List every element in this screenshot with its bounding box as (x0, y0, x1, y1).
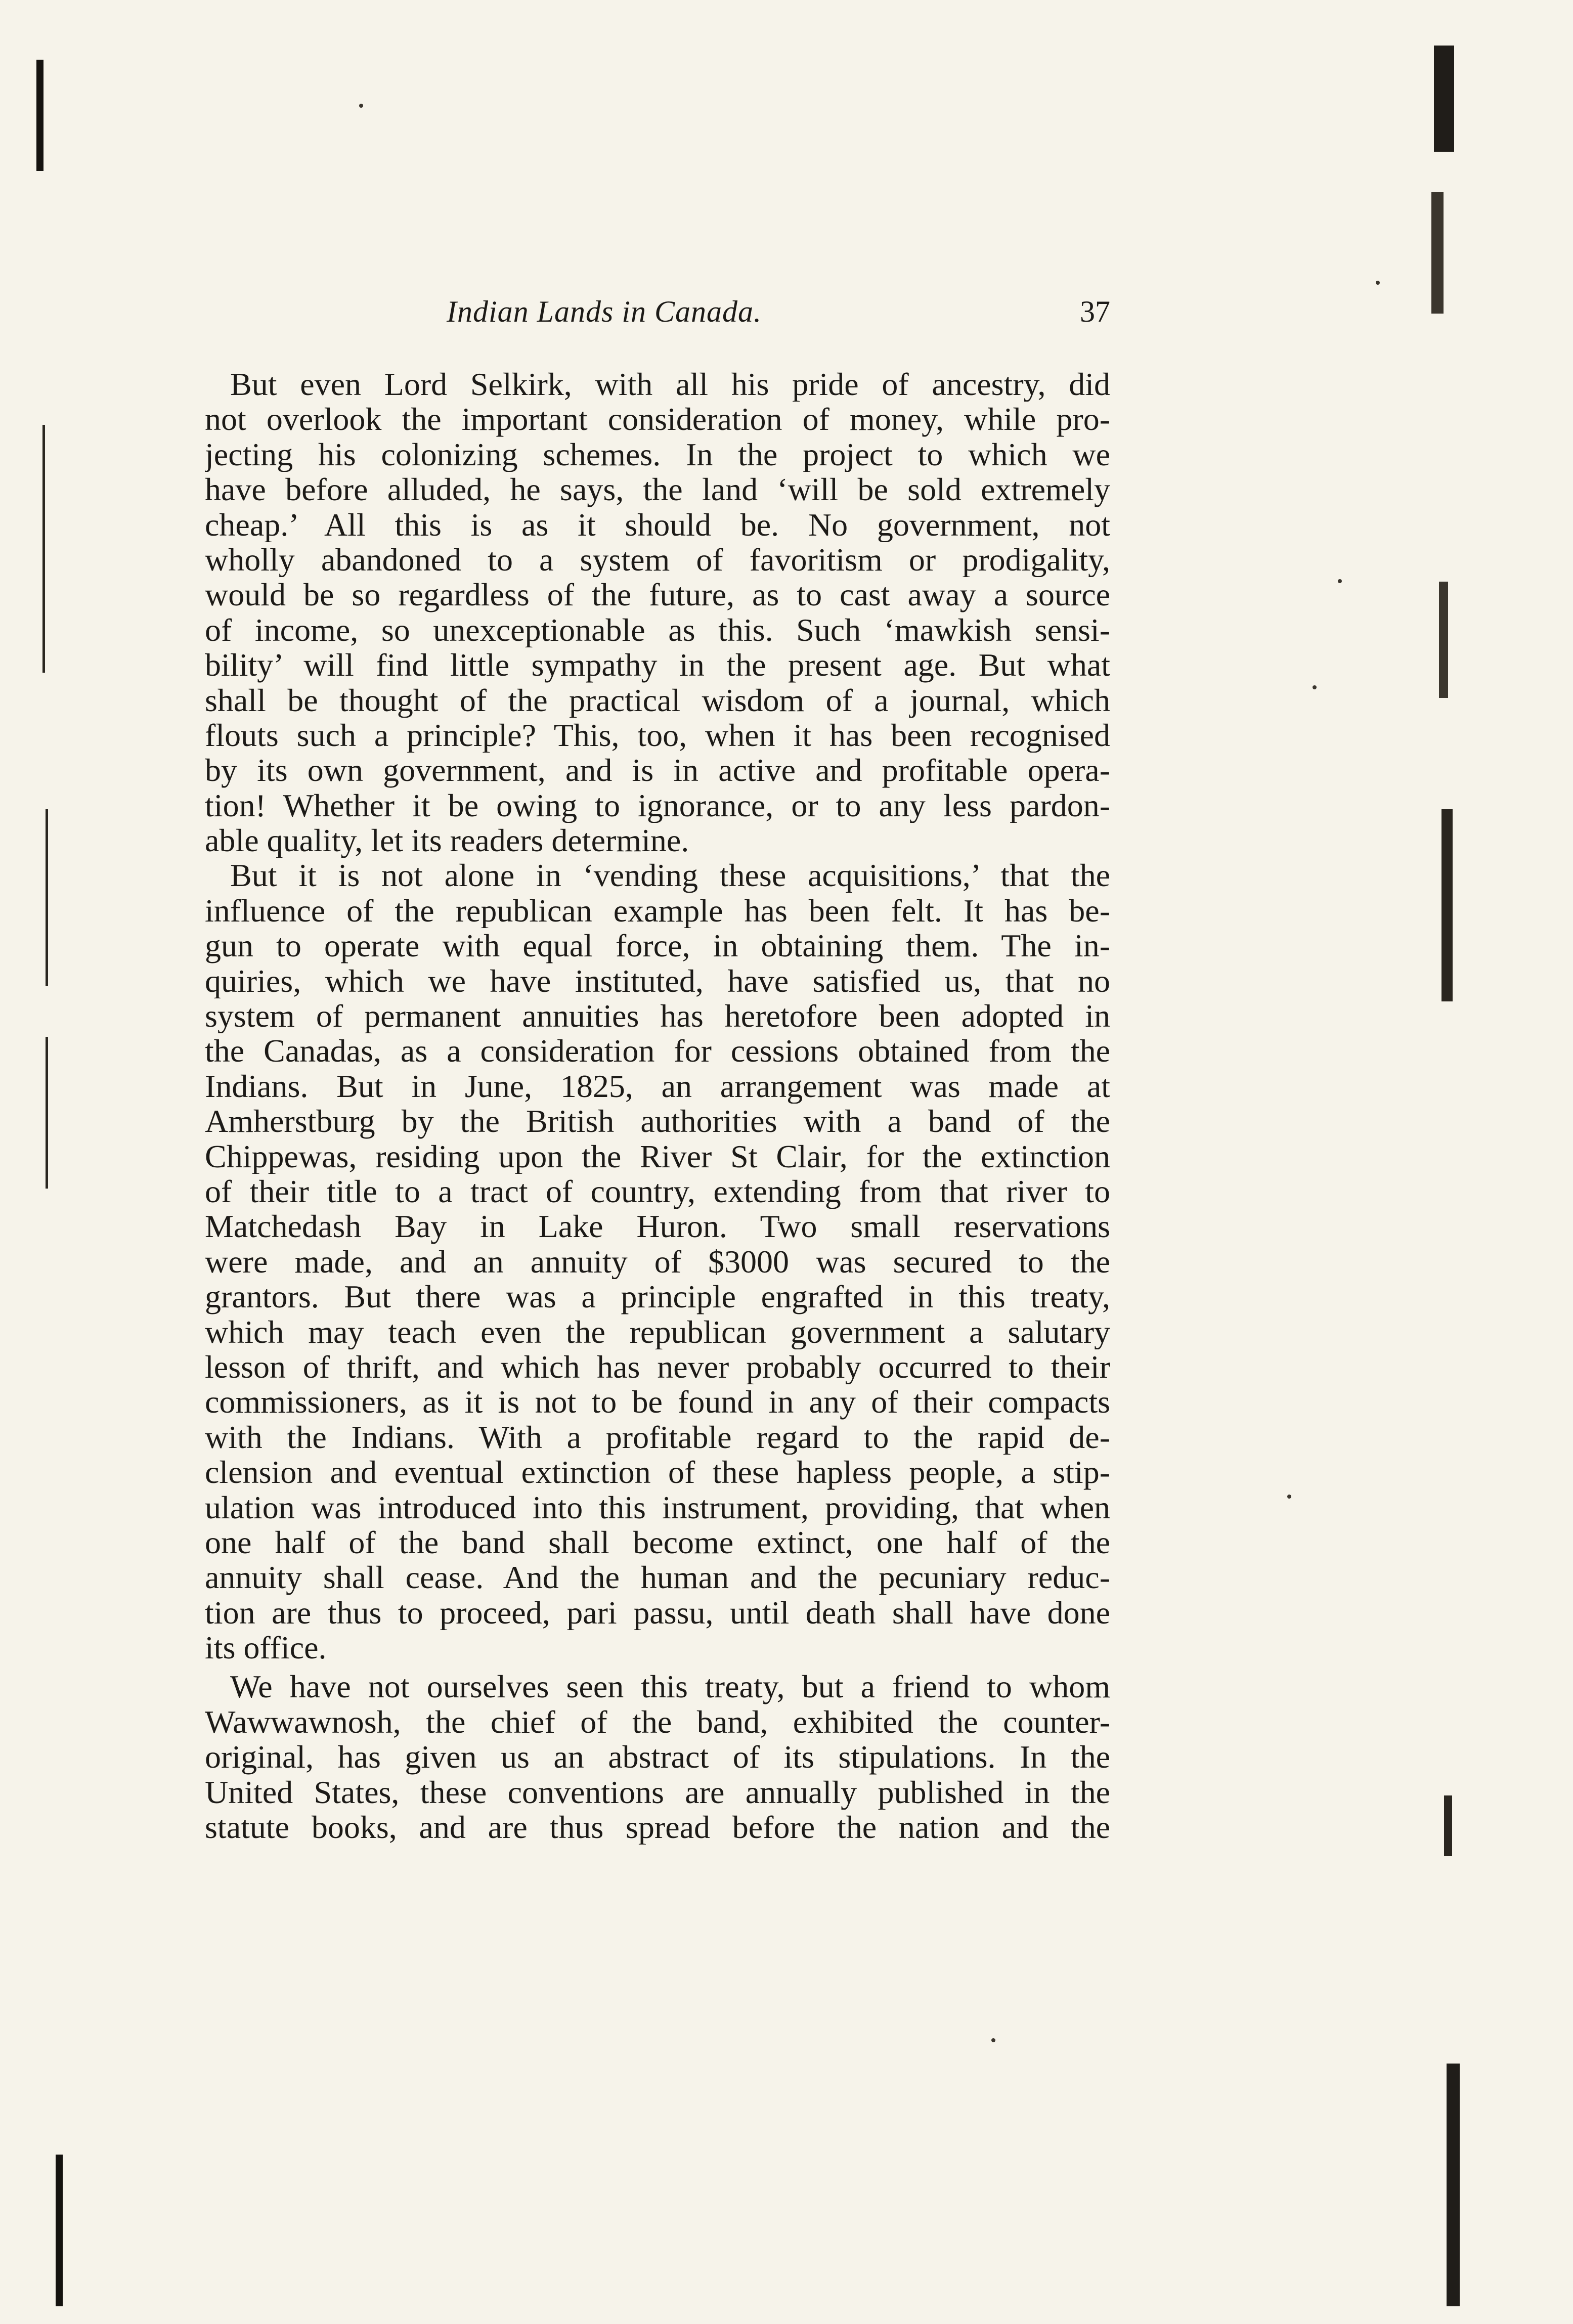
right-edge-mark-4 (1444, 1795, 1452, 1856)
text-line: Matchedash Bay in Lake Huron. Two small reservations (205, 1209, 1110, 1244)
left-edge-mark-middle (46, 809, 48, 986)
text-line: original, has given us an abstract of its stipulations. In the (205, 1739, 1110, 1775)
text-line: system of permanent annuities has heretofore been adopted in (205, 998, 1110, 1034)
text-line: Amherstburg by the British authorities with a band of the (205, 1104, 1110, 1139)
text-line: We have not ourselves seen this treaty, but a friend to whom (230, 1669, 1110, 1704)
text-line: tion! Whether it be owing to ignorance, or to any less pardon- (205, 787, 1110, 823)
text-line: Indians. But in June, 1825, an arrangement was made at (205, 1068, 1110, 1104)
text-line: clension and eventual extinction of these hapless people, a stip- (205, 1455, 1110, 1490)
text-line: which may teach even the republican government a salutary (205, 1314, 1110, 1349)
text-line: its office. (205, 1630, 327, 1665)
left-edge-mark-top (36, 60, 43, 171)
text-line: cheap.’ All this is as it should be. No government, not (205, 507, 1110, 542)
left-edge-mark-bottom (56, 2155, 63, 2306)
right-edge-mark-1 (1431, 192, 1444, 314)
text-line: United States, these conventions are annually published in the (205, 1774, 1110, 1810)
text-line: flouts such a principle? This, too, when it has been recognised (205, 717, 1110, 753)
text-line: were made, and an annuity of $3000 was secured to the (205, 1244, 1110, 1280)
text-line: ulation was introduced into this instrument, providing, that when (205, 1489, 1110, 1525)
speck (1313, 685, 1317, 689)
speck (1376, 281, 1380, 285)
text-line: grantors. But there was a principle engrafted in this treaty, (205, 1279, 1110, 1314)
right-edge-mark-bottom (1447, 2064, 1460, 2306)
text-line: Wawwawnosh, the chief of the band, exhibited the counter- (205, 1704, 1110, 1740)
text-line: Chippewas, residing upon the River St Clair, for the extinction (205, 1138, 1110, 1174)
text-line: influence of the republican example has been felt. It has be- (205, 893, 1110, 929)
running-header (205, 294, 1110, 335)
left-edge-mark-upper (42, 425, 45, 673)
text-line: able quality, let its readers determine. (205, 823, 689, 858)
text-line: shall be thought of the practical wisdom of a journal, which (205, 682, 1110, 718)
paragraph (205, 1669, 1110, 1845)
text-line: annuity shall cease. And the human and the pecuniary reduc- (205, 1560, 1110, 1595)
text-line: one half of the band shall become extinct, one half of the (205, 1524, 1110, 1560)
text-line: have before alluded, he says, the land ‘will be sold extremely (205, 472, 1110, 507)
body-text (205, 367, 1110, 1845)
text-line: But it is not alone in ‘vending these acquisitions,’ that the (230, 858, 1110, 893)
text-line: wholly abandoned to a system of favoritism or prodigality, (205, 542, 1110, 578)
text-line: by its own government, and is in active and profitable opera- (205, 753, 1110, 788)
text-line: statute books, and are thus spread before the nation and the (205, 1810, 1110, 1845)
speck (1338, 579, 1342, 583)
speck (359, 104, 363, 108)
text-line: would be so regardless of the future, as to cast away a source (205, 577, 1110, 612)
text-line: not overlook the important consideration of money, while pro- (205, 402, 1110, 437)
text-line: of their title to a tract of country, extending from that river to (205, 1173, 1110, 1209)
text-line: lesson of thrift, and which has never probably occurred to their (205, 1349, 1110, 1385)
page-number: 37 (1080, 295, 1110, 328)
paragraph (205, 367, 1110, 858)
right-edge-mark-3 (1441, 809, 1453, 1001)
text-line: with the Indians. With a profitable regard to the rapid de- (205, 1419, 1110, 1455)
right-edge-mark-top (1434, 46, 1454, 152)
right-edge-mark-2 (1439, 582, 1448, 698)
running-title: Indian Lands in Canada. (447, 295, 762, 328)
text-line: jecting his colonizing schemes. In the project to which we (205, 436, 1110, 472)
text-line: the Canadas, as a consideration for cessions obtained from the (205, 1033, 1110, 1069)
left-edge-mark-lower (46, 1037, 48, 1189)
speck (1287, 1495, 1291, 1499)
text-line: of income, so unexceptionable as this. Such ‘mawkish sensi- (205, 612, 1110, 648)
text-line: commissioners, as it is not to be found in any of their compacts (205, 1384, 1110, 1420)
text-line: quiries, which we have instituted, have satisfied us, that no (205, 963, 1110, 999)
text-line: gun to operate with equal force, in obtaining them. The in- (205, 928, 1110, 963)
speck (991, 2038, 995, 2042)
text-line: tion are thus to proceed, pari passu, until death shall have done (205, 1595, 1110, 1631)
paragraph (205, 858, 1110, 1665)
text-line: bility’ will find little sympathy in the present age. But what (205, 647, 1110, 683)
text-line: But even Lord Selkirk, with all his pride of ancestry, did (230, 367, 1110, 402)
